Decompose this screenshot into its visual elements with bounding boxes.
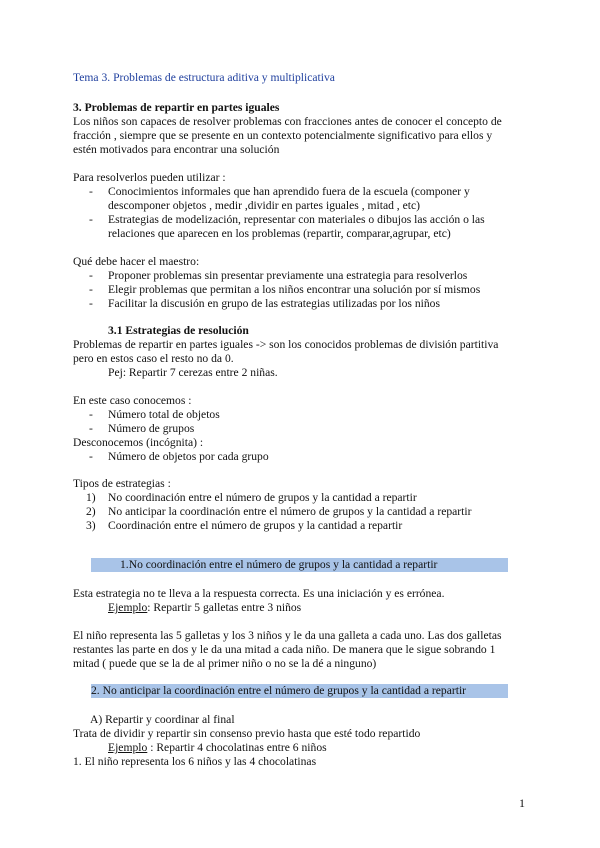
sub-a-title: A) Repartir y coordinar al final [90,713,235,726]
s31-line: Problemas de repartir en partes iguales -> son los conocidos problemas de división partitiva [73,338,499,351]
resolve-item: Estrategias de modelización, representar con materiales o dibujos las acción o las [108,213,485,226]
s31-example: Pej: Repartir 7 cerezas entre 2 niñas. [108,366,278,379]
resolve-item: Conocimientos informales que han aprendido fuera de la escuela (componer y [108,185,470,198]
teacher-item: Elegir problemas que permitan a los niños encontrar una solución por sí mismos [108,283,481,296]
page-heading: Tema 3. Problemas de estructura aditiva y multiplicativa [73,71,335,84]
resolve-item-cont: descomponer objetos , medir ,dividir en partes iguales , mitad , etc) [108,199,420,212]
intro-line: fracción , siempre que se presente en un contexto potencialmente significativo para ellos y [73,129,493,142]
band1-para: restantes las parte en dos y le da una mitad a cada niño. De manera que le sigue sobrando 1 [73,643,496,656]
sub-a-text: Trata de dividir y repartir sin consenso previo hasta que esté todo repartido [73,727,421,740]
band1-para: El niño representa las 5 galletas y los 3 niños y le da una galleta a cada uno. Las dos galletas [73,629,502,642]
known-label: En este caso conocemos : [73,394,192,407]
bullet-dash: - [89,213,93,226]
known-item: Número total de objetos [108,408,220,421]
strategy-number: 1) [86,491,96,504]
resolve-label: Para resolverlos pueden utilizar : [73,171,226,184]
teacher-label: Qué debe hacer el maestro: [73,255,200,268]
intro-line: Los niños son capaces de resolver problemas con fracciones antes de conocer el concepto de [73,115,502,128]
teacher-item: Proponer problemas sin presentar previamente una estrategia para resolverlos [108,269,468,282]
section-3-title: 3. Problemas de repartir en partes iguales [73,101,280,114]
bullet-dash: - [89,408,93,421]
strategies-label: Tipos de estrategias : [73,477,171,490]
unknown-item: Número de objetos por cada grupo [108,450,269,463]
bullet-dash: - [89,283,93,296]
band1-text: Esta estrategia no te lleva a la respuesta correcta. Es una iniciación y es errónea. [73,587,445,600]
sub-a-example [108,741,327,755]
band-2-heading: 2. No anticipar la coordinación entre el número de grupos y la cantidad a repartir [91,684,467,697]
bullet-dash: - [89,450,93,463]
example-label: Ejemplo [108,741,148,754]
resolve-item-cont: relaciones que aparecen en los problemas (repartir, comparar,agrupar, etc) [108,227,451,240]
strategy-item: Coordinación entre el número de grupos y la cantidad a repartir [108,519,403,532]
band-1-heading: 1.No coordinación entre el número de grupos y la cantidad a repartir [120,558,438,571]
s31-line: pero en estos caso el resto no da 0. [73,352,234,365]
example-text: : Repartir 5 galletas entre 3 niños [147,601,302,614]
bullet-dash: - [89,422,93,435]
strategy-number: 2) [86,505,96,518]
teacher-item: Facilitar la discusión en grupo de las estrategias utilizadas por los niños [108,297,440,310]
band1-para: mitad ( puede que se la de al primer niño o no se la dé a ninguno) [73,657,377,670]
band1-example [108,601,301,615]
bullet-dash: - [89,269,93,282]
example-label: Ejemplo [108,601,148,614]
unknown-label: Desconocemos (incógnita) : [73,436,204,449]
page-number: 1 [519,796,525,810]
known-item: Número de grupos [108,422,195,435]
bullet-dash: - [89,297,93,310]
intro-line: estén motivados para encontrar una solución [73,143,280,156]
sub-a-step: 1. El niño representa los 6 niños y las 4 chocolatinas [73,755,317,768]
section-3-1-title: 3.1 Estrategias de resolución [108,324,249,337]
bullet-dash: - [89,185,93,198]
strategy-number: 3) [86,519,96,532]
example-text: : Repartir 4 chocolatinas entre 6 niños [147,741,327,754]
strategy-item: No coordinación entre el número de grupos y la cantidad a repartir [108,491,417,504]
strategy-item: No anticipar la coordinación entre el número de grupos y la cantidad a repartir [108,505,472,518]
